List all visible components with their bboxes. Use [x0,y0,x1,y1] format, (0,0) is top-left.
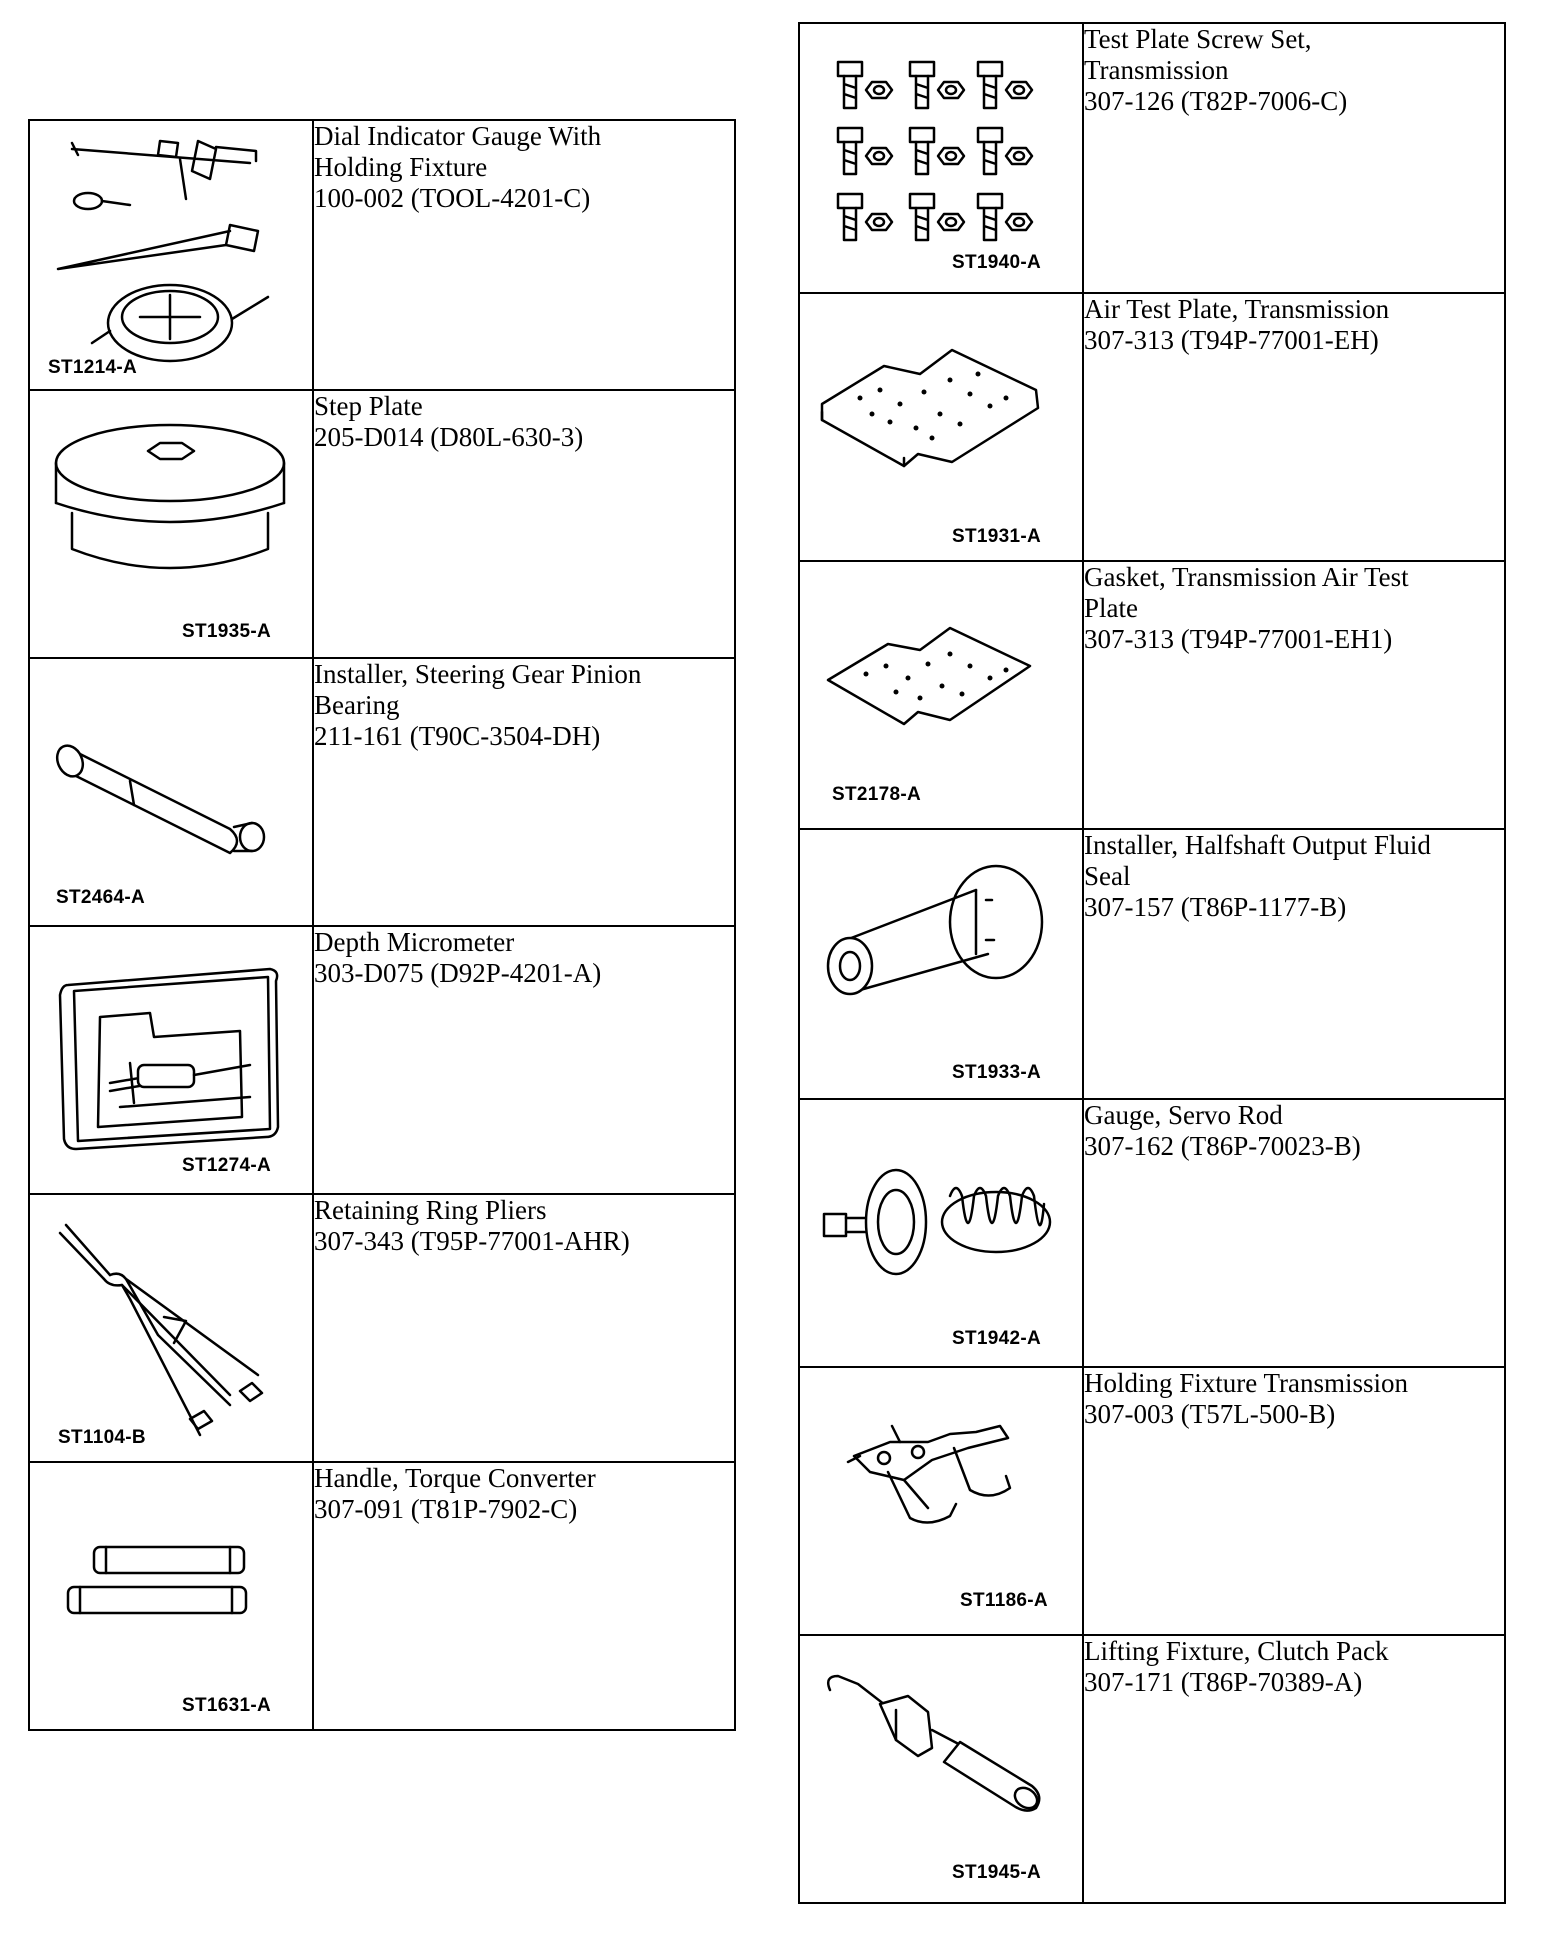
tool-illustration-cell [29,926,313,1194]
tool-description [1083,23,1505,293]
seal-installer-icon [800,830,1084,1100]
lifting-fixture-icon [800,1636,1084,1904]
tool-part-number: 307-091 (T81P-7902-C) [314,1494,578,1524]
tool-part-number: 211-161 (T90C-3504-DH) [314,721,601,751]
tool-part-number: 303-D075 (D92P-4201-A) [314,958,602,988]
tool-code: ST1931-A [952,526,1041,547]
tool-row [799,293,1505,561]
tool-row [799,23,1505,293]
tool-code: ST1940-A [952,252,1041,273]
tool-part-number: 100-002 (TOOL-4201-C) [314,183,591,213]
tool-name-line: Gasket, Transmission Air Test [1084,562,1409,592]
tool-illustration-cell [29,390,313,658]
tool-name-line: Installer, Steering Gear Pinion [314,659,642,689]
tool-part-number: 307-157 (T86P-1177-B) [1084,892,1347,922]
tool-name-line: Installer, Halfshaft Output Fluid [1084,830,1431,860]
tool-description [313,120,735,390]
screw-set-icon [800,24,1084,294]
servo-gauge-icon [800,1100,1084,1368]
tool-name-line: Step Plate [314,391,423,421]
pliers-icon [30,1195,314,1463]
tool-code: ST1935-A [182,621,271,642]
tool-illustration-cell [799,23,1083,293]
tool-code: ST1214-A [48,357,137,378]
tool-code: ST1942-A [952,1328,1041,1349]
tool-row [29,1462,735,1730]
tool-description [313,1194,735,1462]
tool-description [1083,829,1505,1099]
tool-row [799,829,1505,1099]
tool-part-number: 307-126 (T82P-7006-C) [1084,86,1348,116]
tool-illustration-cell [29,120,313,390]
tool-part-number: 307-343 (T95P-77001-AHR) [314,1226,630,1256]
tool-description [1083,1635,1505,1903]
tool-row [799,1099,1505,1367]
tool-description [313,1462,735,1730]
tool-row [799,561,1505,829]
tool-name-line: Plate [1084,593,1138,623]
tool-code: ST2178-A [832,784,921,805]
tool-code: ST1631-A [182,1695,271,1716]
tool-illustration-cell [799,1635,1083,1903]
tool-code: ST1104-B [58,1427,146,1448]
tool-code: ST2464-A [56,887,145,908]
tool-part-number: 307-313 (T94P-77001-EH) [1084,325,1379,355]
right-tool-table [798,22,1506,1904]
tool-description [1083,1367,1505,1635]
left-tool-table [28,119,736,1731]
dial-indicator-icon [30,121,314,391]
tool-illustration-cell [799,293,1083,561]
tool-code: ST1186-A [960,1590,1048,1611]
tool-name-line: Holding Fixture [314,152,488,182]
depth-micrometer-icon [30,927,314,1195]
tool-description [313,926,735,1194]
tool-illustration-cell [29,658,313,926]
air-test-plate-icon [800,294,1084,562]
tool-name-line: Retaining Ring Pliers [314,1195,547,1225]
handle-rods-icon [30,1463,314,1731]
tool-description [1083,561,1505,829]
tool-row [29,120,735,390]
tool-name-line: Transmission [1084,55,1229,85]
tool-code: ST1274-A [182,1155,271,1176]
tool-part-number: 307-003 (T57L-500-B) [1084,1399,1336,1429]
tool-name-line: Depth Micrometer [314,927,515,957]
tool-row [29,926,735,1194]
tool-name-line: Seal [1084,861,1131,891]
tool-name-line: Lifting Fixture, Clutch Pack [1084,1636,1389,1666]
tool-part-number: 307-313 (T94P-77001-EH1) [1084,624,1393,654]
tool-name-line: Handle, Torque Converter [314,1463,596,1493]
tool-code: ST1933-A [952,1062,1041,1083]
tool-part-number: 307-162 (T86P-70023-B) [1084,1131,1361,1161]
tool-description [1083,1099,1505,1367]
tool-illustration-cell [799,561,1083,829]
tool-name-line: Bearing [314,690,400,720]
tool-illustration-cell [799,829,1083,1099]
tool-description [313,390,735,658]
tool-illustration-cell [29,1194,313,1462]
tool-row [29,1194,735,1462]
tool-name-line: Gauge, Servo Rod [1084,1100,1283,1130]
tool-name-line: Test Plate Screw Set, [1084,24,1312,54]
tool-illustration-cell [799,1099,1083,1367]
step-plate-icon [30,391,314,659]
tool-row [799,1635,1505,1903]
tool-description [1083,293,1505,561]
tool-illustration-cell [29,1462,313,1730]
tool-illustration-cell [799,1367,1083,1635]
tool-description [313,658,735,926]
tool-row [29,390,735,658]
tool-part-number: 307-171 (T86P-70389-A) [1084,1667,1363,1697]
tool-part-number: 205-D014 (D80L-630-3) [314,422,584,452]
tool-row [799,1367,1505,1635]
tool-name-line: Dial Indicator Gauge With [314,121,602,151]
tool-row [29,658,735,926]
tool-name-line: Holding Fixture Transmission [1084,1368,1409,1398]
tool-name-line: Air Test Plate, Transmission [1084,294,1390,324]
tool-code: ST1945-A [952,1862,1041,1883]
